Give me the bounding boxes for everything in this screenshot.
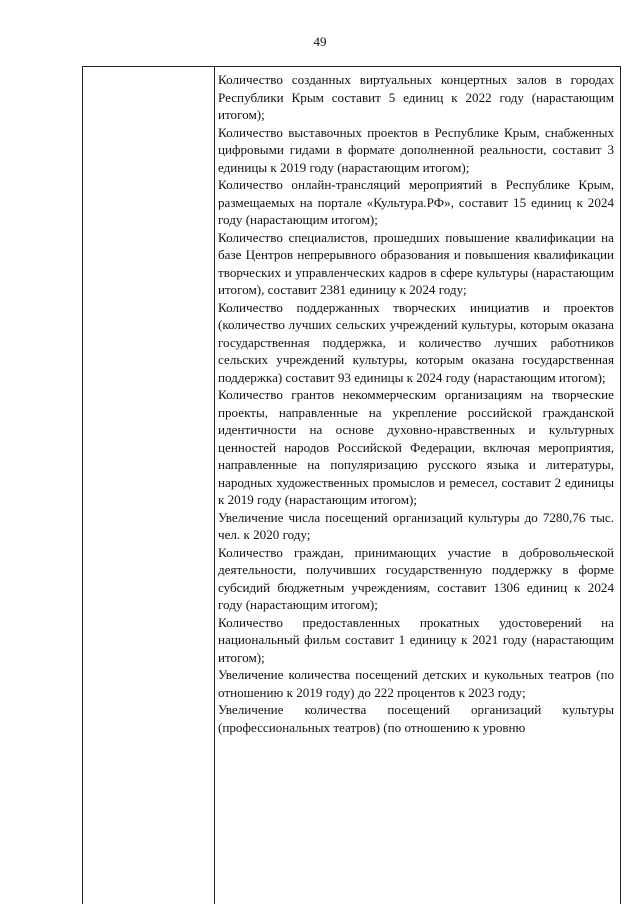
column-divider [214,66,215,904]
page-number: 49 [313,34,327,49]
indicator-item: Количество выставочных проектов в Республике Крым, снабженных цифровыми гидами в формате дополненной реальности, составит 3 единицы к 2019 году (нарастающим итогом); [218,124,614,175]
indicator-item: Количество онлайн-трансляций мероприятий в Республике Крым, размещаемых на портале «Культура.РФ», составит 15 единиц к 2024 году (нарастающим итогом); [218,177,614,227]
indicators-cell [218,71,614,736]
indicator-item: Количество созданных виртуальных концертных залов в городах Республики Крым составит 5 единиц к 2022 году (нарастающим итогом); [218,72,614,122]
indicator-item: Увеличение числа посещений организаций культуры до 7280,76 тыс. чел. к 2020 году; [218,509,614,542]
indicator-item: Количество граждан, принимающих участие в добровольческой деятельности, получивших государственную поддержку в форме субсидий бюджетным учреждениям, составит 1306 единиц к 2024 году (нарастающим итогом); [218,544,614,612]
indicator-item: Количество предоставленных прокатных удостоверений на национальный фильм составит 1 единицу к 2021 году (нарастающим итогом); [218,614,614,665]
indicator-item: Увеличение количества посещений организаций культуры (профессиональных театров) (по отношению к уровню [218,702,614,735]
indicator-item: Количество поддержанных творческих инициатив и проектов (количество лучших сельских учреждений культуры, которым оказана государственная поддержка, и количество лучших работников сельских учреждений культуры, которым оказана государственная поддержка) составит 93 единицы к 2024 году (нарастающим итогом); [218,299,614,385]
indicator-item: Количество специалистов, прошедших повышение квалификации на базе Центров непрерывного образования и повышения квалификации творческих и управленческих кадров в сфере культуры (нарастающим итогом), составит 2381 единицу к 2024 году; [218,229,614,297]
indicator-item: Количество грантов некоммерческим организациям на творческие проекты, направленные на укрепление российской гражданской идентичности на основе духовно-нравственных и культурных ценностей народов Российской Федерации, включая мероприятия, направленные на популяризацию русского языка и литературы, народных художественных промыслов и ремесел, составит 2 единицы к 2019 году (нарастающим итогом); [218,387,614,507]
indicator-item: Увеличение количества посещений детских и кукольных театров (по отношению к 2019 году) до 222 процентов к 2023 году; [218,667,614,700]
